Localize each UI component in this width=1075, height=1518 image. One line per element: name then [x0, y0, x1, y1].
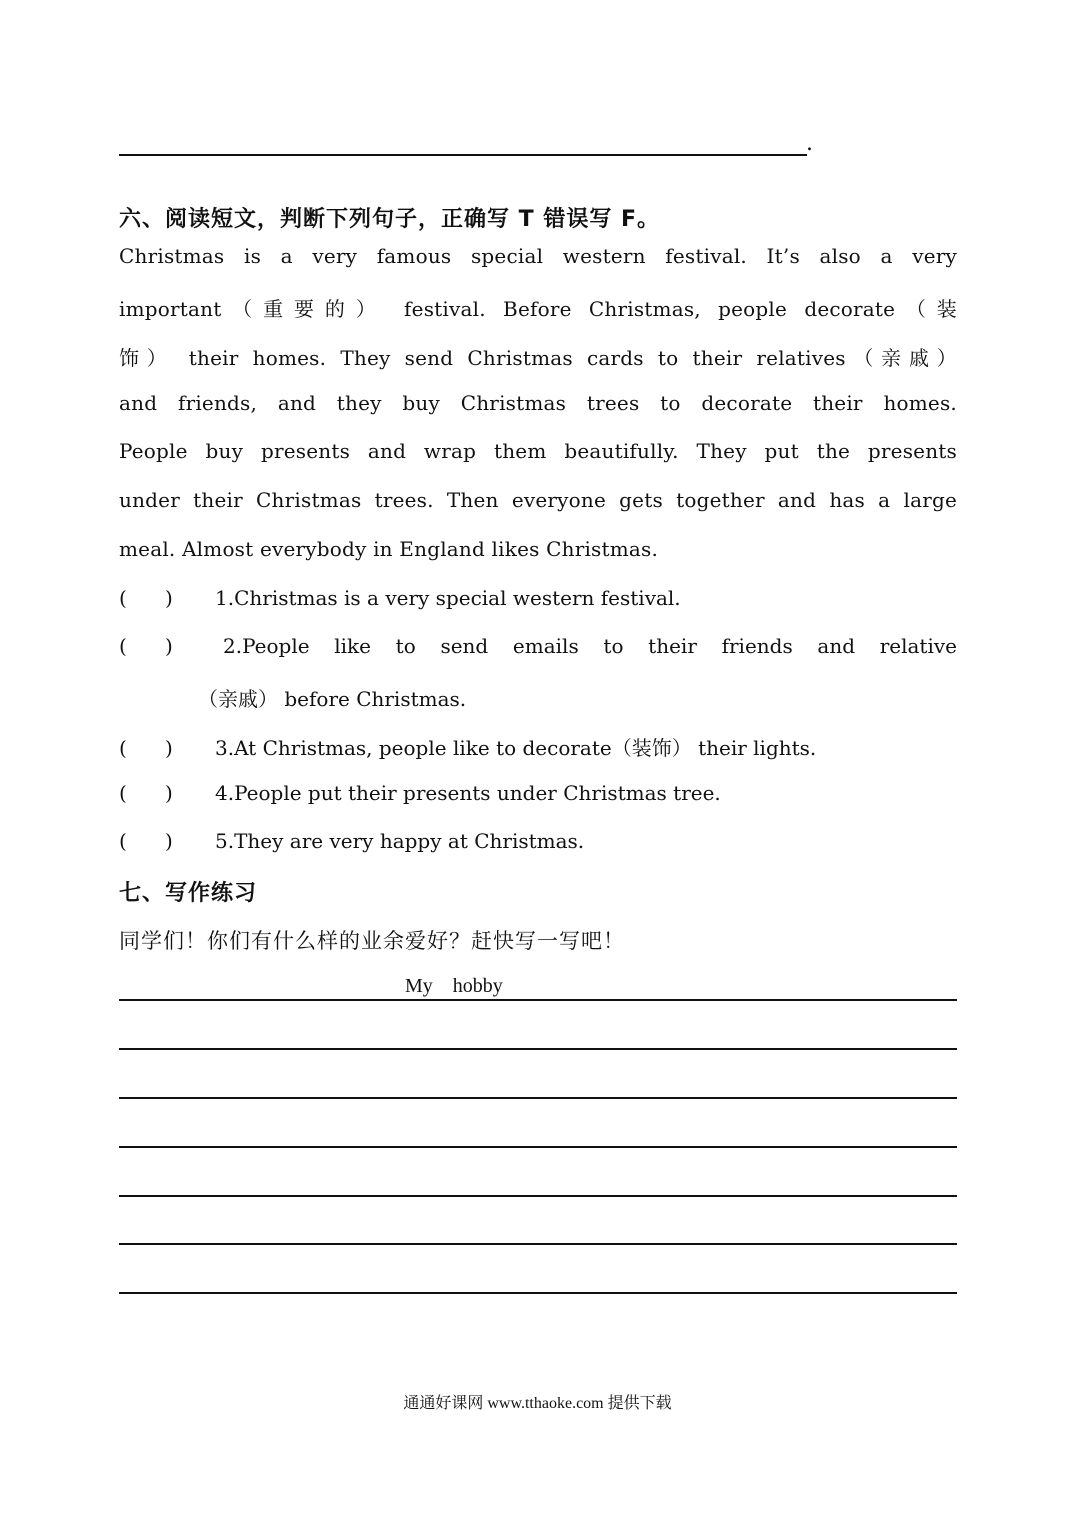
question-1-text: 1.Christmas is a very special western festival.	[215, 586, 681, 610]
question-3-text: 3.At Christmas, people like to decorate（装饰） their lights.	[215, 736, 817, 760]
question-1	[119, 586, 957, 610]
writing-line[interactable]	[119, 1243, 957, 1245]
section-7-heading: 七、写作练习	[119, 881, 258, 906]
writing-line[interactable]	[119, 1195, 957, 1197]
answer-blank-3[interactable]: ( )	[119, 736, 173, 760]
answer-blank-5[interactable]: ( )	[119, 829, 173, 853]
passage-line-2: important（重要的） festival. Before Christmas, people decorate（装	[119, 297, 957, 321]
writing-title-line	[119, 999, 957, 1001]
passage-line-4: and friends, and they buy Christmas trees to decorate their homes.	[119, 391, 957, 415]
answer-blank-1[interactable]: ( )	[119, 586, 173, 610]
question-4	[119, 781, 957, 805]
answer-line-period: .	[806, 131, 813, 156]
answer-line	[119, 154, 807, 156]
writing-line[interactable]	[119, 1292, 957, 1294]
question-5-text: 5.They are very happy at Christmas.	[215, 829, 585, 853]
writing-title: My hobby	[405, 975, 503, 997]
question-4-text: 4.People put their presents under Christmas tree.	[215, 781, 721, 805]
passage-line-7: meal. Almost everybody in England likes Christmas.	[119, 537, 659, 561]
question-3	[119, 732, 957, 761]
passage-line-3: 饰） their homes. They send Christmas cards to their relatives（亲戚）	[119, 346, 957, 370]
section-6-heading: 六、阅读短文，判断下列句子，正确写 T 错误写 F。	[119, 207, 661, 232]
question-2-text-continued: （亲戚） before Christmas.	[198, 687, 467, 711]
passage-line-1: Christmas is a very famous special western festival. It’s also a very	[119, 244, 957, 268]
writing-line[interactable]	[119, 1048, 957, 1050]
question-2	[119, 634, 957, 658]
writing-line[interactable]	[119, 1146, 957, 1148]
passage-line-6: under their Christmas trees. Then everyone gets together and has a large	[119, 488, 957, 512]
answer-blank-2[interactable]: ( )	[119, 634, 173, 658]
writing-line[interactable]	[119, 1097, 957, 1099]
writing-prompt: 同学们！你们有什么样的业余爱好？赶快写一写吧！	[119, 929, 625, 953]
question-5	[119, 829, 957, 853]
question-2-continued	[198, 683, 958, 712]
answer-blank-4[interactable]: ( )	[119, 781, 173, 805]
passage-line-5: People buy presents and wrap them beautifully. They put the presents	[119, 439, 957, 463]
footer-text: 通通好课网 www.tthaoke.com 提供下载	[403, 1395, 672, 1412]
question-2-text: 2.People like to send emails to their friends and relative	[223, 634, 957, 658]
